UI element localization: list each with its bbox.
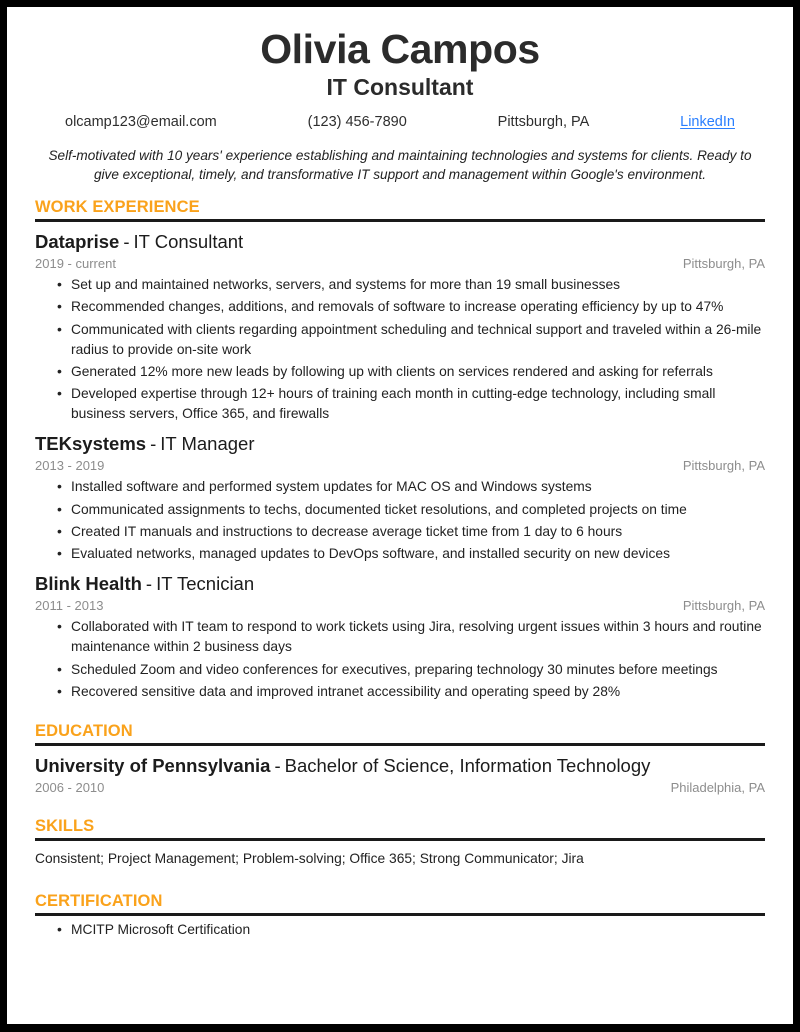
bullet-item: • Generated 12% more new leads by following up with clients on services rendered and asking for referrals <box>57 362 765 382</box>
skills-list: Consistent; Project Management; Problem-solving; Office 365; Strong Communicator; Jira <box>35 851 584 867</box>
education-location: Philadelphia, PA <box>670 780 765 796</box>
bullet-item: • Developed expertise through 12+ hours of training each month in cutting-edge technology, including small business servers, Office 365, and firewalls <box>57 384 765 424</box>
bullet-item: • Recommended changes, additions, and removals of software to increase operating efficiency by up to 47% <box>57 297 765 317</box>
experience-meta-line <box>35 256 765 271</box>
contact-location: Pittsburgh, PA <box>497 113 590 130</box>
experience-location: Pittsburgh, PA <box>682 256 765 272</box>
experience-role: IT Tecnician <box>156 573 255 595</box>
candidate-job-title: IT Consultant <box>326 74 474 101</box>
experience-meta-line <box>35 458 765 473</box>
education-meta-line <box>35 780 765 795</box>
experience-title-line <box>35 231 765 253</box>
resume-header <box>35 27 765 185</box>
experience-entry <box>35 231 765 424</box>
title-separator: - <box>274 754 281 776</box>
education-institution: University of Pennsylvania <box>35 754 271 776</box>
education-dates: 2006 - 2010 <box>35 780 105 796</box>
experience-bullet-list <box>35 275 765 424</box>
experience-dates: 2019 - current <box>35 256 116 272</box>
title-separator: - <box>150 433 157 455</box>
experience-entry <box>35 573 765 702</box>
experience-bullet-list <box>35 617 765 702</box>
section-skills <box>35 817 765 869</box>
experience-meta-line <box>35 598 765 613</box>
bullet-item: • Communicated with clients regarding appointment scheduling and technical support and traveled within a 26-mile radius to provide on-site work <box>57 320 765 360</box>
experience-bullet-list <box>35 477 765 564</box>
experience-location: Pittsburgh, PA <box>682 598 765 614</box>
experience-dates: 2011 - 2013 <box>35 598 104 614</box>
title-separator: - <box>123 231 130 253</box>
contact-email[interactable]: olcamp123@email.com <box>65 113 217 130</box>
section-divider <box>35 913 765 916</box>
experience-dates: 2013 - 2019 <box>35 458 105 474</box>
bullet-item: • Communicated assignments to techs, documented ticket resolutions, and completed projects on time <box>57 500 765 520</box>
bullet-item: • Scheduled Zoom and video conferences for executives, preparing technology 30 minutes before meetings <box>57 660 765 680</box>
certification-bullet-list <box>35 920 765 940</box>
contact-row <box>35 114 765 130</box>
contact-phone[interactable]: (123) 456-7890 <box>307 113 407 130</box>
contact-linkedin-link[interactable]: LinkedIn <box>680 113 735 130</box>
section-heading-certification: CERTIFICATION <box>35 892 163 911</box>
bullet-item: • Set up and maintained networks, servers, and systems for more than 19 small businesses <box>57 275 765 295</box>
bullet-item: • Collaborated with IT team to respond to work tickets using Jira, resolving urgent issues within 3 hours and routine maintenance within 2 business days <box>57 617 765 657</box>
experience-location: Pittsburgh, PA <box>682 458 765 474</box>
experience-entry <box>35 433 765 564</box>
section-divider <box>35 838 765 841</box>
bullet-item: • Installed software and performed system updates for MAC OS and Windows systems <box>57 477 765 497</box>
education-entry <box>35 755 765 795</box>
experience-organization: TEKsystems <box>35 433 147 455</box>
experience-title-line <box>35 433 765 455</box>
section-heading-skills: SKILLS <box>35 817 95 836</box>
experience-organization: Blink Health <box>35 573 142 595</box>
experience-role: IT Consultant <box>133 231 244 253</box>
bullet-item: • Recovered sensitive data and improved intranet accessibility and operating speed by 28% <box>57 682 765 702</box>
section-heading-work-experience: WORK EXPERIENCE <box>35 197 200 216</box>
resume-page <box>7 7 793 1024</box>
candidate-name: Olivia Campos <box>260 26 540 72</box>
title-separator: - <box>145 573 153 595</box>
section-heading-education: EDUCATION <box>35 721 133 740</box>
professional-summary: Self-motivated with 10 years' experience establishing and maintaining technologies and systems for clients. Ready to give exceptional, timely, and transformative IT support and management within Google's environment. <box>48 147 752 183</box>
bullet-item: • Created IT manuals and instructions to decrease average ticket time from 1 day to 6 hours <box>57 522 765 542</box>
section-education <box>35 722 765 795</box>
education-degree: Bachelor of Science, Information Technology <box>284 754 651 776</box>
experience-role: IT Manager <box>160 433 255 455</box>
section-certification <box>35 892 765 940</box>
experience-organization: Dataprise <box>35 231 120 253</box>
experience-title-line <box>35 573 765 595</box>
section-divider <box>35 219 765 222</box>
section-work-experience <box>35 198 765 702</box>
section-divider <box>35 743 765 746</box>
bullet-item: • MCITP Microsoft Certification <box>57 920 765 940</box>
education-title-line <box>35 755 765 777</box>
bullet-item: • Evaluated networks, managed updates to DevOps software, and installed security on new devices <box>57 544 765 564</box>
